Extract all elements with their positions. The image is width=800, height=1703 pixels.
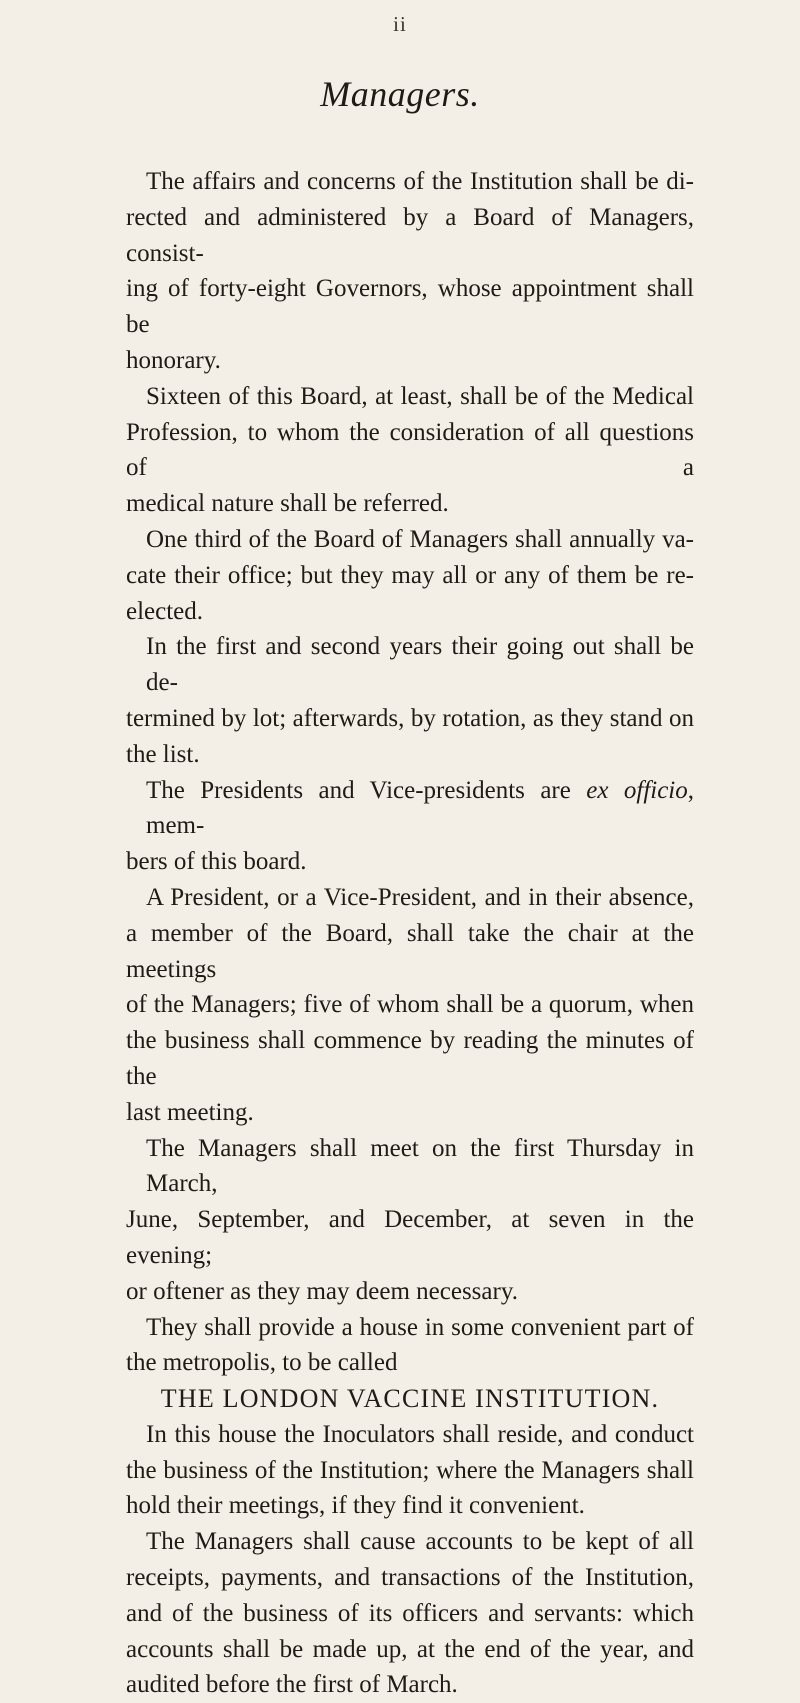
paragraph	[126, 1417, 694, 1524]
text-line: ing of forty-eight Governors, whose appointment shall be	[126, 275, 694, 339]
text-line: the business of the Institution; where the Managers shall	[126, 1456, 694, 1484]
text-line: In this house the Inoculators shall reside, and conduct	[146, 1420, 694, 1448]
text-line: Sixteen of this Board, at least, shall be of the Medical	[146, 382, 694, 410]
paragraph	[126, 629, 694, 772]
text-line: cate their office; but they may all or any of them be re-	[126, 561, 694, 589]
text-line: medical nature shall be referred.	[126, 490, 449, 518]
paragraph	[126, 1310, 694, 1382]
text-segment: bers of this board.	[126, 848, 307, 876]
text-line: and of the business of its officers and servants: which	[126, 1599, 694, 1627]
text-line: accounts shall be made up, at the end of the year, and	[126, 1635, 694, 1663]
text-line: or oftener as they may deem necessary.	[126, 1277, 518, 1305]
text-line: In the first and second years their going out shall be de-	[146, 633, 694, 697]
text-line: of the Managers; five of whom shall be a quorum, when	[126, 991, 694, 1019]
text-line: Profession, to whom the consideration of all questions of a	[126, 418, 694, 482]
paragraph	[126, 379, 694, 522]
text-segment: The Presidents and Vice-presidents are	[146, 776, 587, 804]
paragraph	[126, 1131, 694, 1310]
text-line: One third of the Board of Managers shall annually va-	[146, 525, 694, 553]
text-line: termined by lot; afterwards, by rotation, as they stand on	[126, 704, 694, 732]
page-number: ii	[393, 12, 407, 36]
paragraph	[126, 880, 694, 1131]
body-text	[0, 164, 800, 1703]
text-line: audited before the first of March.	[126, 1671, 458, 1699]
text-line: honorary.	[126, 346, 221, 374]
latin-phrase: ex officio	[586, 776, 688, 804]
text-line	[126, 844, 694, 880]
paragraph	[126, 522, 694, 629]
text-line: a member of the Board, shall take the chair at the meetings	[126, 919, 694, 983]
text-line	[126, 773, 694, 845]
text-line: The Managers shall meet on the first Thursday in March,	[146, 1134, 694, 1198]
text-line: the business shall commence by reading the minutes of the	[126, 1027, 694, 1090]
section-heading: Managers.	[320, 74, 480, 114]
text-line: last meeting.	[126, 1098, 254, 1126]
text-line: rected and administered by a Board of Managers, consist-	[126, 203, 694, 267]
paragraph	[126, 164, 694, 379]
text-line: hold their meetings, if they find it convenient.	[126, 1492, 585, 1520]
paragraph	[126, 773, 694, 880]
text-line: receipts, payments, and transactions of the Institution,	[126, 1564, 694, 1592]
text-line: A President, or a Vice-President, and in their absence,	[146, 883, 694, 911]
text-line: The affairs and concerns of the Institution shall be di-	[146, 168, 694, 195]
text-line: The Managers shall cause accounts to be kept of all	[146, 1528, 694, 1556]
text-line: elected.	[126, 597, 204, 625]
text-segment: , mem-	[146, 776, 695, 840]
paragraph	[126, 1524, 694, 1703]
text-line: June, September, and December, at seven in the evening;	[126, 1206, 694, 1269]
text-line: They shall provide a house in some convenient part of	[146, 1313, 694, 1341]
text-line: the list.	[126, 740, 200, 768]
text-line: the metropolis, to be called	[126, 1349, 398, 1377]
institution-title: THE LONDON VACCINE INSTITUTION.	[160, 1384, 660, 1414]
